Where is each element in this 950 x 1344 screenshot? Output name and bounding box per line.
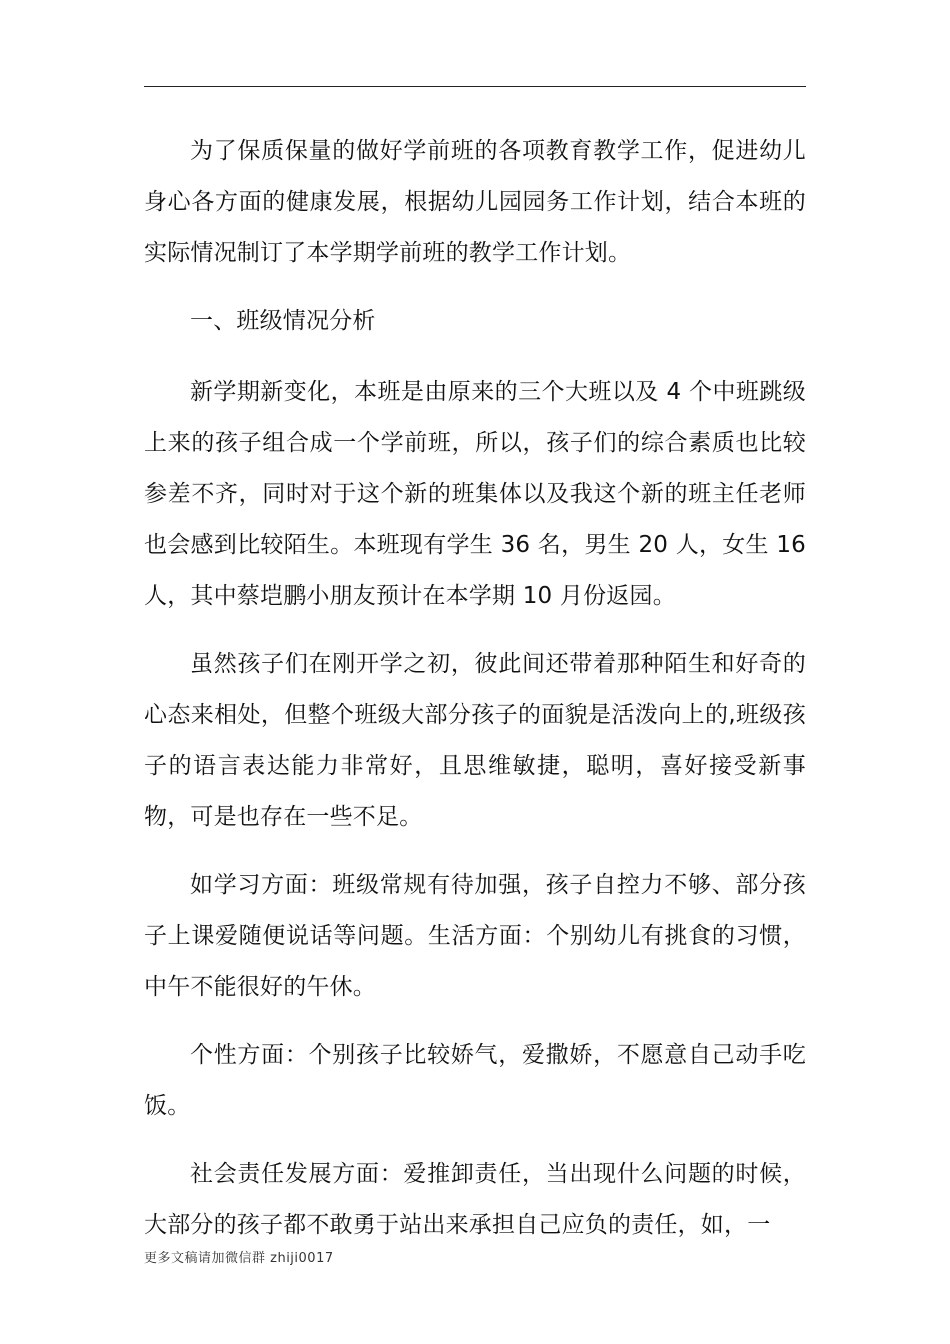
paragraph-personality: 个性方面：个别孩子比较娇气，爱撒娇，不愿意自己动手吃饭。 bbox=[144, 1042, 806, 1119]
paragraph-social-responsibility: 社会责任发展方面：爱推卸责任，当出现什么问题的时候，大部分的孩子都不敢勇于站出来承担自己应负的责任，如，一 bbox=[144, 1161, 806, 1238]
section-heading-class-analysis: 一、班级情况分析 bbox=[190, 308, 376, 334]
paragraph-class-composition: 新学期新变化，本班是由原来的三个大班以及 4 个中班跳级上来的孩子组合成一个学前班，所以，孩子们的综合素质也比较参差不齐，同时对于这个新的班集体以及我这个新的班主任老师也会感到比较陌生。本班现有学生 36 名，男生 20 人，女生 16 人，其中蔡垲鹏小朋友预计在本学期 10 月份返园。 bbox=[144, 379, 806, 609]
paragraph-study-life: 如学习方面：班级常规有待加强，孩子自控力不够、部分孩子上课爱随便说话等问题。生活方面：个别幼儿有挑食的习惯，中午不能很好的午休。 bbox=[144, 872, 806, 1000]
footer-note: 更多文稿请加微信群 zhiji0017 bbox=[144, 1251, 334, 1266]
document-body bbox=[144, 126, 806, 1268]
paragraph-intro: 为了保质保量的做好学前班的各项教育教学工作，促进幼儿身心各方面的健康发展，根据幼儿园园务工作计划，结合本班的实际情况制订了本学期学前班的教学工作计划。 bbox=[144, 138, 806, 266]
paragraph-class-character: 虽然孩子们在刚开学之初，彼此间还带着那种陌生和好奇的心态来相处，但整个班级大部分孩子的面貌是活泼向上的,班级孩子的语言表达能力非常好，且思维敏捷，聪明，喜好接受新事物，可是也存在一些不足。 bbox=[144, 651, 806, 830]
header-rule bbox=[144, 86, 806, 87]
